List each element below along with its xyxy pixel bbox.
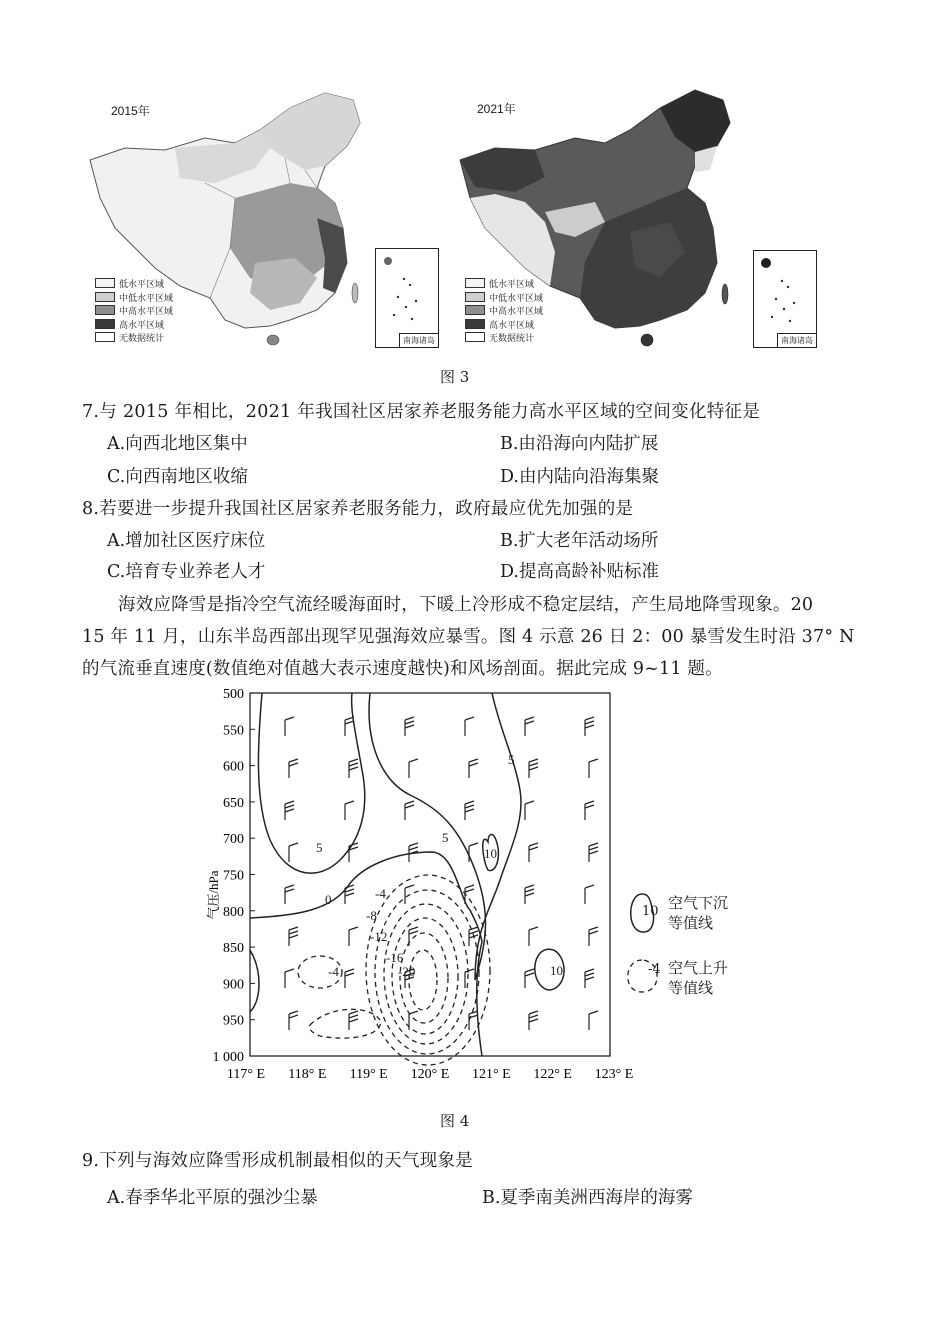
contour-label: -12 [370, 929, 388, 944]
x-tick-label: 117° E [226, 1067, 266, 1082]
contour-label: -4 [328, 964, 339, 979]
inset-label: 南海诸岛 [399, 333, 438, 347]
wind-barb [529, 759, 538, 778]
legend-label: 无数据统计 [119, 334, 165, 344]
wind-barb [289, 759, 298, 778]
wind-barb [585, 717, 594, 736]
wind-barb [285, 717, 294, 736]
legend-swatch-mid-low [95, 292, 115, 302]
wind-barb [409, 927, 418, 946]
question-8-option-d[interactable]: D.提高高龄补贴标准 [500, 562, 659, 582]
legend-label: 低水平区域 [489, 280, 535, 290]
contour-label: 0 [325, 892, 332, 907]
contour-labels [316, 752, 563, 979]
wind-barb [349, 843, 358, 862]
wind-barb [465, 969, 474, 988]
wind-barb [585, 801, 594, 820]
legend-rising-label [668, 958, 728, 998]
wind-barb [289, 1011, 298, 1030]
wind-barb [529, 927, 538, 946]
wind-barb [349, 1011, 358, 1030]
wind-barb [525, 717, 534, 736]
contour-5-right [475, 693, 521, 980]
wind-barb [469, 759, 478, 778]
wind-barb [585, 969, 594, 988]
legend-sinking-label [668, 893, 728, 933]
wind-barbs [285, 717, 598, 1030]
x-tick-label: 118° E [288, 1067, 327, 1082]
wind-barb [589, 927, 598, 946]
figure-3-caption: 图 3 [440, 368, 470, 386]
x-tick-label: 120° E [410, 1067, 450, 1082]
legend-swatch-low [465, 278, 485, 288]
map-2021 [455, 82, 815, 358]
question-7-option-d[interactable]: D.由内陆向沿海集聚 [500, 467, 659, 487]
wind-barb [289, 843, 298, 862]
question-8-option-b[interactable]: B.扩大老年活动场所 [500, 531, 659, 551]
contour-label: -20 [398, 964, 416, 979]
sinking-contours [250, 693, 564, 1056]
y-tick-label: 750 [223, 868, 244, 884]
legend-row [95, 292, 173, 306]
map-year-label: 2021年 [477, 102, 516, 116]
contour-label: 5 [442, 830, 449, 845]
plot-frame [250, 693, 610, 1056]
question-7-option-a[interactable]: A.向西北地区集中 [107, 434, 248, 454]
wind-barb [345, 885, 354, 904]
rising-contour [409, 950, 437, 1010]
legend-row [465, 292, 543, 306]
contour-left-bottom [250, 950, 259, 1012]
contour-chart [170, 680, 770, 1090]
contour-label: -4 [375, 886, 386, 901]
wind-barb [525, 801, 534, 820]
south-china-sea-inset [753, 250, 817, 348]
legend-row [95, 305, 173, 319]
south-china-sea-inset [375, 248, 439, 348]
legend-sinking-label-2: 等值线 [668, 914, 714, 932]
y-tick-label: 900 [223, 977, 244, 993]
y-tick-label: 950 [223, 1013, 244, 1029]
legend-row [465, 332, 543, 346]
y-tick-label: 650 [223, 795, 244, 811]
legend-rising-label-1: 空气上升 [668, 959, 729, 977]
y-tick-label: 850 [223, 941, 244, 957]
wind-barb [405, 801, 414, 820]
rising-contour [375, 890, 479, 1054]
contour-0 [250, 852, 482, 1056]
map-legend [465, 278, 543, 346]
x-tick-label: 122° E [533, 1067, 572, 1082]
legend-sinking-value: 10 [642, 904, 659, 919]
legend-swatch-mid-high [95, 305, 115, 315]
legend-label: 高水平区域 [119, 320, 165, 331]
question-8-option-a[interactable]: A.增加社区医疗床位 [107, 531, 266, 551]
wind-barb [465, 717, 474, 736]
question-9-stem: 9.下列与海效应降雪形成机制最相似的天气现象是 [82, 1151, 474, 1171]
legend-row [95, 278, 173, 292]
x-tick-label: 119° E [349, 1067, 388, 1082]
wind-barb [405, 717, 414, 736]
legend-label: 中低水平区域 [119, 293, 174, 304]
x-tick-label: 121° E [472, 1067, 511, 1082]
wind-barb [469, 927, 478, 946]
contour-label: 10 [550, 963, 563, 978]
legend-rising-label-2: 等值线 [668, 979, 714, 997]
inset-label: 南海诸岛 [777, 333, 816, 347]
wind-barb [349, 927, 358, 946]
legend-row [465, 319, 543, 333]
contour-label: 5 [316, 840, 323, 855]
wind-barb [585, 885, 594, 904]
y-tick-label: 700 [223, 832, 244, 848]
legend-label: 低水平区域 [119, 280, 165, 290]
map-year-label: 2015年 [111, 104, 150, 118]
legend-label: 中高水平区域 [119, 307, 174, 317]
wind-barb [285, 885, 294, 904]
legend-swatch-mid-low [465, 292, 485, 302]
wind-barb [285, 969, 294, 988]
question-7-option-b[interactable]: B.由沿海向内陆扩展 [500, 434, 659, 454]
legend-sinking-label-1: 空气下沉 [668, 894, 729, 912]
wind-barb [525, 969, 534, 988]
legend-label: 高水平区域 [489, 320, 535, 331]
legend-swatch-low [95, 278, 115, 288]
y-tick-label: 800 [223, 904, 244, 920]
y-tick-label: 550 [223, 723, 244, 739]
wind-barb [345, 969, 354, 988]
contour-label: -16 [386, 950, 404, 965]
rising-contour [384, 904, 468, 1044]
wind-barb [345, 801, 354, 820]
map-2015 [85, 88, 445, 358]
legend-swatch-mid-high [465, 305, 485, 315]
y-axis-label: 气压/hPa [206, 870, 221, 920]
contour-label: -8 [366, 908, 377, 923]
passage-line-1: 海效应降雪是指冷空气流经暖海面时，下暖上冷形成不稳定层结，产生局地降雪现象。20 [118, 595, 814, 615]
wind-barb [589, 1011, 598, 1030]
x-ticks [227, 1067, 633, 1082]
question-7-option-c[interactable]: C.向西南地区收缩 [107, 467, 248, 487]
legend-label: 无数据统计 [489, 334, 535, 344]
figure-4-caption: 图 4 [440, 1112, 470, 1130]
y-tick-label: 600 [223, 759, 244, 775]
passage-line-2: 15 年 11 月，山东半岛西部出现罕见强海效应暴雪。图 4 示意 26 日 2：00 暴雪发生时沿 37° N [82, 627, 855, 647]
legend-swatch-high [95, 319, 115, 329]
x-tick-label: 123° E [594, 1067, 634, 1082]
wind-barb [285, 801, 294, 820]
wind-barb [589, 843, 598, 862]
question-7-stem: 7.与 2015 年相比，2021 年我国社区居家养老服务能力高水平区域的空间变化特征是 [82, 402, 761, 422]
question-8-option-c[interactable]: C.培育专业养老人才 [107, 562, 266, 582]
legend-label: 中高水平区域 [489, 307, 544, 317]
legend-row [95, 332, 173, 346]
wind-barb [409, 759, 418, 778]
wind-barb [529, 843, 538, 862]
legend-label: 中低水平区域 [489, 293, 544, 304]
wind-barb [529, 1011, 538, 1030]
legend-swatch-high [465, 319, 485, 329]
y-tick-label: 1 000 [212, 1050, 244, 1065]
legend-swatch-no-data [465, 332, 485, 342]
legend-row [465, 278, 543, 292]
rising-contour-bottom [309, 1009, 380, 1038]
passage-line-3: 的气流垂直速度(数值绝对值越大表示速度越快)和风场剖面。据此完成 9~11 题。 [82, 659, 723, 679]
wind-barb [349, 759, 358, 778]
question-9-option-b[interactable]: B.夏季南美洲西海岸的海雾 [482, 1188, 693, 1208]
contour-label: 5 [508, 752, 515, 767]
legend-rising-value: -4 [648, 962, 661, 977]
wind-barb [589, 759, 598, 778]
wind-barb [525, 885, 534, 904]
legend-row [465, 305, 543, 319]
question-9-option-a[interactable]: A.春季华北平原的强沙尘暴 [107, 1188, 318, 1208]
wind-barb [465, 801, 474, 820]
question-8-stem: 8.若要进一步提升我国社区居家养老服务能力，政府最应优先加强的是 [82, 499, 634, 519]
contour-label: 10 [484, 846, 497, 861]
map-legend [95, 278, 173, 346]
legend-row [95, 319, 173, 333]
wind-barb [289, 927, 298, 946]
y-tick-label: 500 [223, 687, 244, 702]
legend-swatch-no-data [95, 332, 115, 342]
